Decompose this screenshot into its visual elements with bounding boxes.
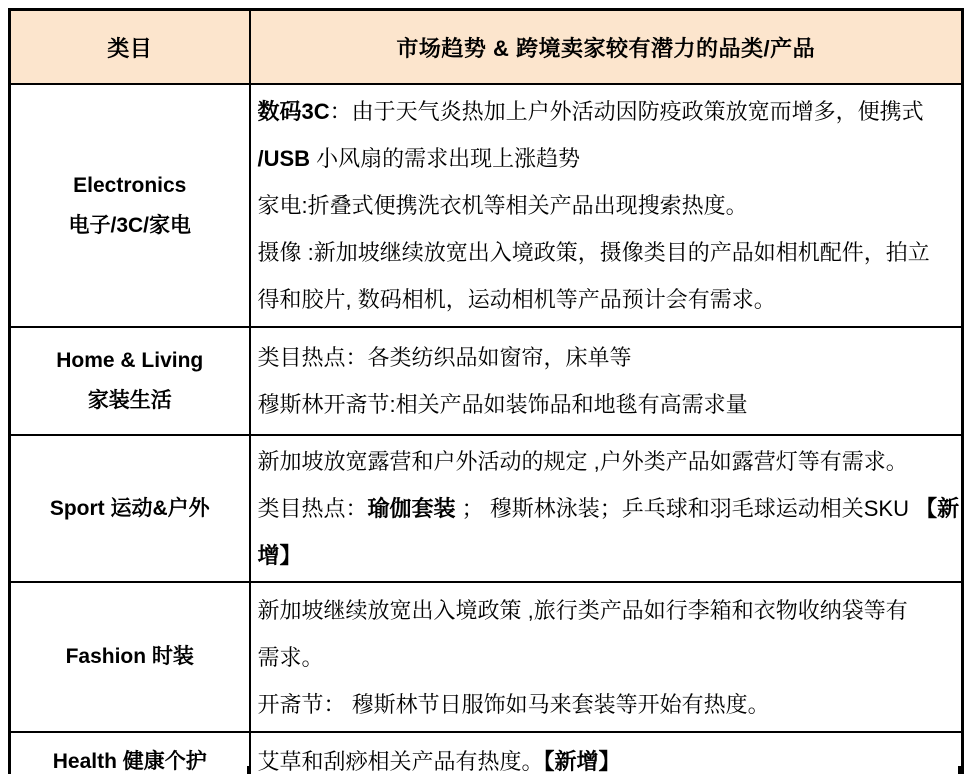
trend-line (258, 634, 960, 681)
trend-line (258, 276, 960, 323)
trend-line (258, 738, 960, 774)
table-continuation-column-divider (247, 766, 249, 774)
trend-line (258, 532, 960, 579)
trend-cell (250, 582, 963, 732)
category-cell (10, 732, 250, 774)
table-body (10, 84, 963, 774)
text-segment: /USB (257, 146, 311, 171)
category-label: Health 健康个护 (52, 749, 207, 773)
text-segment: 数码3C (257, 99, 330, 124)
table-row (10, 327, 963, 435)
text-segment: 新加坡放宽露营和户外活动的规定 ,户外类产品如露营灯等有需求。 (257, 449, 908, 474)
text-segment: 需求。 (257, 644, 324, 670)
category-label: Electronics (73, 173, 187, 197)
text-segment: 艾草和刮痧相关产品有热度。 (257, 749, 544, 774)
trend-line (258, 485, 960, 532)
category-cell (10, 582, 250, 732)
category-label: 电子/3C/家电 (68, 213, 191, 237)
text-segment: 穆斯林开斋节:相关产品如装饰品和地毯有高需求量 (257, 392, 748, 417)
header-trends-cell: 市场趋势 & 跨境卖家较有潜力的品类/产品 (250, 10, 963, 85)
category-label: Home & Living (56, 349, 204, 372)
trend-line (258, 334, 960, 381)
text-segment: 开斋节： 穆斯林节日服饰如马来套装等开始有热度。 (257, 691, 770, 717)
trend-cell (250, 327, 963, 435)
table-head (10, 10, 963, 85)
header-row (10, 10, 963, 85)
trend-line (258, 182, 960, 229)
text-segment: 摄像 :新加坡继续放宽出入境政策，摄像类目的产品如相机配件，拍立 (257, 240, 930, 265)
trend-line (258, 88, 960, 135)
text-segment: ； 穆斯林泳装；乒乓球和羽毛球运动相关SKU (455, 496, 916, 521)
text-segment: 增】 (257, 543, 302, 568)
trend-cell (250, 732, 963, 774)
trend-line (258, 229, 960, 276)
table-continuation-left-border (8, 766, 11, 774)
text-segment: 得和胶片, 数码相机，运动相机等产品预计会有需求。 (257, 287, 776, 312)
text-segment: 【新增】 (543, 749, 621, 774)
market-trends-table (8, 8, 964, 774)
trend-line (258, 587, 960, 634)
category-cell (10, 84, 250, 327)
text-segment: 新加坡继续放宽出入境政策 ,旅行类产品如行李箱和衣物收纳袋等有 (257, 597, 908, 623)
text-segment: 小风扇的需求出现上涨趋势 (310, 146, 581, 171)
table-row (10, 582, 963, 732)
category-label: Fashion 时装 (65, 645, 194, 668)
table-row (10, 732, 963, 774)
trend-line (258, 135, 960, 182)
text-segment: 【新 (915, 496, 960, 521)
category-label: Sport 运动&户外 (49, 496, 210, 520)
category-cell (10, 435, 250, 582)
category-label: 家装生活 (87, 389, 172, 412)
text-segment: 类目热点： (257, 496, 368, 521)
category-cell (10, 327, 250, 435)
table-row (10, 84, 963, 327)
trend-cell (250, 84, 963, 327)
table-continuation-right-border (958, 766, 961, 774)
header-category-cell: 类目 (10, 10, 250, 85)
trend-line (258, 438, 960, 485)
table-row (10, 435, 963, 582)
text-segment: 瑜伽套装 (367, 496, 456, 521)
text-segment: 类目热点：各类纺织品如窗帘，床单等 (257, 345, 632, 370)
text-segment: 家电:折叠式便携洗衣机等相关产品出现搜索热度。 (257, 193, 748, 218)
trend-line (258, 681, 960, 728)
text-segment: ：由于天气炎热加上户外活动因防疫政策放宽而增多，便携式 (329, 99, 924, 124)
trend-cell (250, 435, 963, 582)
trend-line (258, 381, 960, 428)
